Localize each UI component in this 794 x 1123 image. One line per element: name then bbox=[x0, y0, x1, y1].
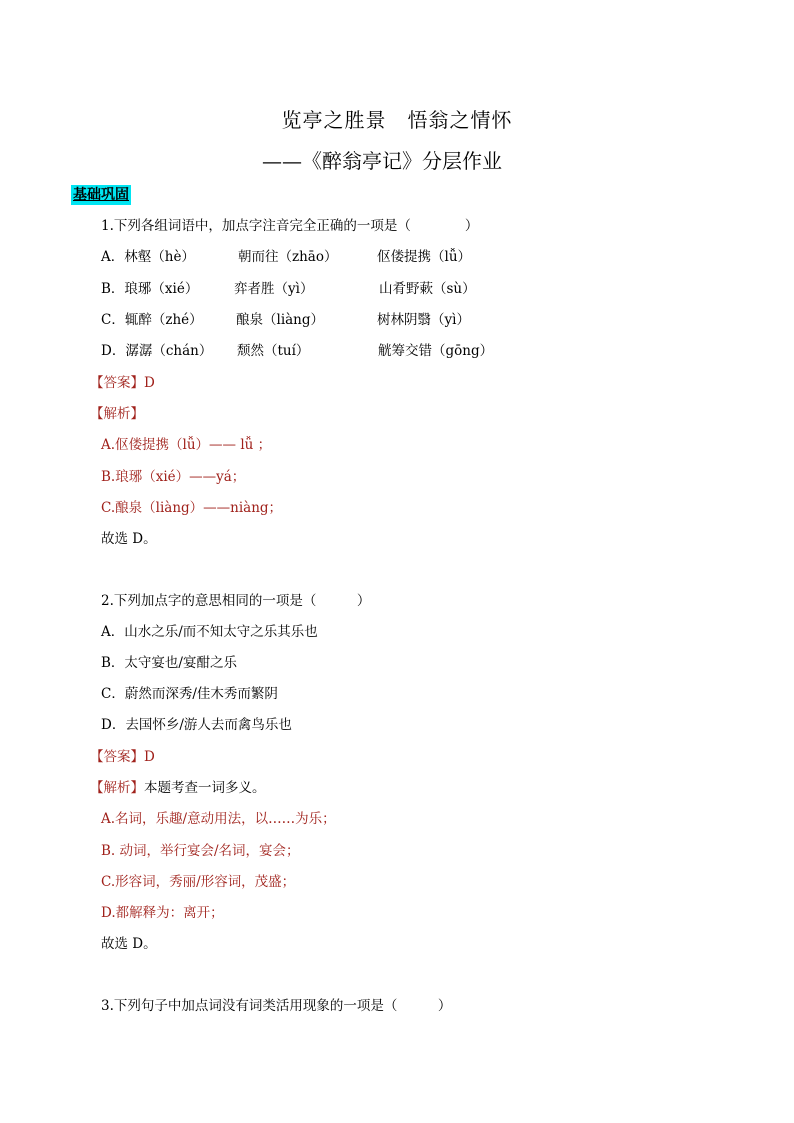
option-item: 酿泉（liàng） bbox=[236, 312, 325, 328]
option-item: 弈者胜（yì） bbox=[234, 281, 314, 297]
question-1-analysis-line: A.伛偻提携（lǚ）—— lǚ ； bbox=[101, 437, 272, 453]
question-2-answer bbox=[90, 748, 155, 766]
option-item: 山肴野蔌（sù） bbox=[379, 281, 476, 297]
option-item: 觥筹交错（gōng） bbox=[378, 343, 494, 359]
question-3-stem: 3.下列句子中加点词没有词类活用现象的一项是（ ） bbox=[101, 998, 452, 1014]
question-1-conclusion: 故选 D。 bbox=[101, 531, 157, 547]
page-title: 览亭之胜景 悟翁之情怀 bbox=[281, 108, 513, 132]
question-2-analysis-line: C.形容词，秀丽/形容词，茂盛； bbox=[101, 874, 296, 890]
answer-label: 【答案】 bbox=[90, 375, 144, 391]
section-label: 基础巩固 bbox=[73, 187, 129, 203]
option-item: 树林阴翳（yì） bbox=[377, 312, 470, 328]
question-2-analysis-line: D.都解释为：离开； bbox=[101, 905, 224, 921]
option-item: B．琅琊（xié） bbox=[101, 281, 199, 297]
answer-value: D bbox=[144, 749, 155, 765]
analysis-label: 【解析】 bbox=[90, 780, 144, 796]
question-2-analysis-line: B. 动词，举行宴会/名词，宴会； bbox=[101, 843, 300, 859]
question-2-analysis bbox=[90, 779, 266, 797]
question-2-stem: 2.下列加点字的意思相同的一项是（ ） bbox=[101, 593, 371, 609]
question-1-analysis-line: B.琅琊（xié）——yá； bbox=[101, 469, 246, 485]
question-1-analysis-label: 【解析】 bbox=[90, 406, 144, 422]
option-item: 颓然（tuí） bbox=[237, 343, 310, 359]
option-item: A．林壑（hè） bbox=[101, 249, 195, 265]
page-subtitle: ——《醉翁亭记》分层作业 bbox=[262, 149, 502, 173]
question-2-option-b: B．太守宴也/宴酣之乐 bbox=[101, 655, 237, 671]
question-2-analysis-line: A.名词，乐趣/意动用法，以……为乐； bbox=[101, 811, 336, 827]
option-item: 伛偻提携（lǚ） bbox=[377, 249, 472, 265]
question-2-conclusion: 故选 D。 bbox=[101, 936, 157, 952]
question-1-stem: 1.下列各组词语中，加点字注音完全正确的一项是（ ） bbox=[101, 218, 479, 234]
option-item: C．辄醉（zhé） bbox=[101, 312, 203, 328]
question-2-option-c: C．蔚然而深秀/佳木秀而繁阴 bbox=[101, 686, 278, 702]
answer-label: 【答案】 bbox=[90, 749, 144, 765]
question-2-option-d: D．去国怀乡/游人去而禽鸟乐也 bbox=[101, 717, 292, 733]
option-item: 朝而往（zhāo） bbox=[238, 249, 338, 265]
answer-value: D bbox=[144, 375, 155, 391]
question-2-option-a: A．山水之乐/而不知太守之乐其乐也 bbox=[101, 624, 318, 640]
option-item: D．潺潺（chán） bbox=[101, 343, 213, 359]
question-1-analysis-line: C.酿泉（liàng）——niàng； bbox=[101, 500, 283, 516]
question-1-answer bbox=[90, 374, 155, 392]
analysis-text: 本题考查一词多义。 bbox=[144, 780, 266, 796]
